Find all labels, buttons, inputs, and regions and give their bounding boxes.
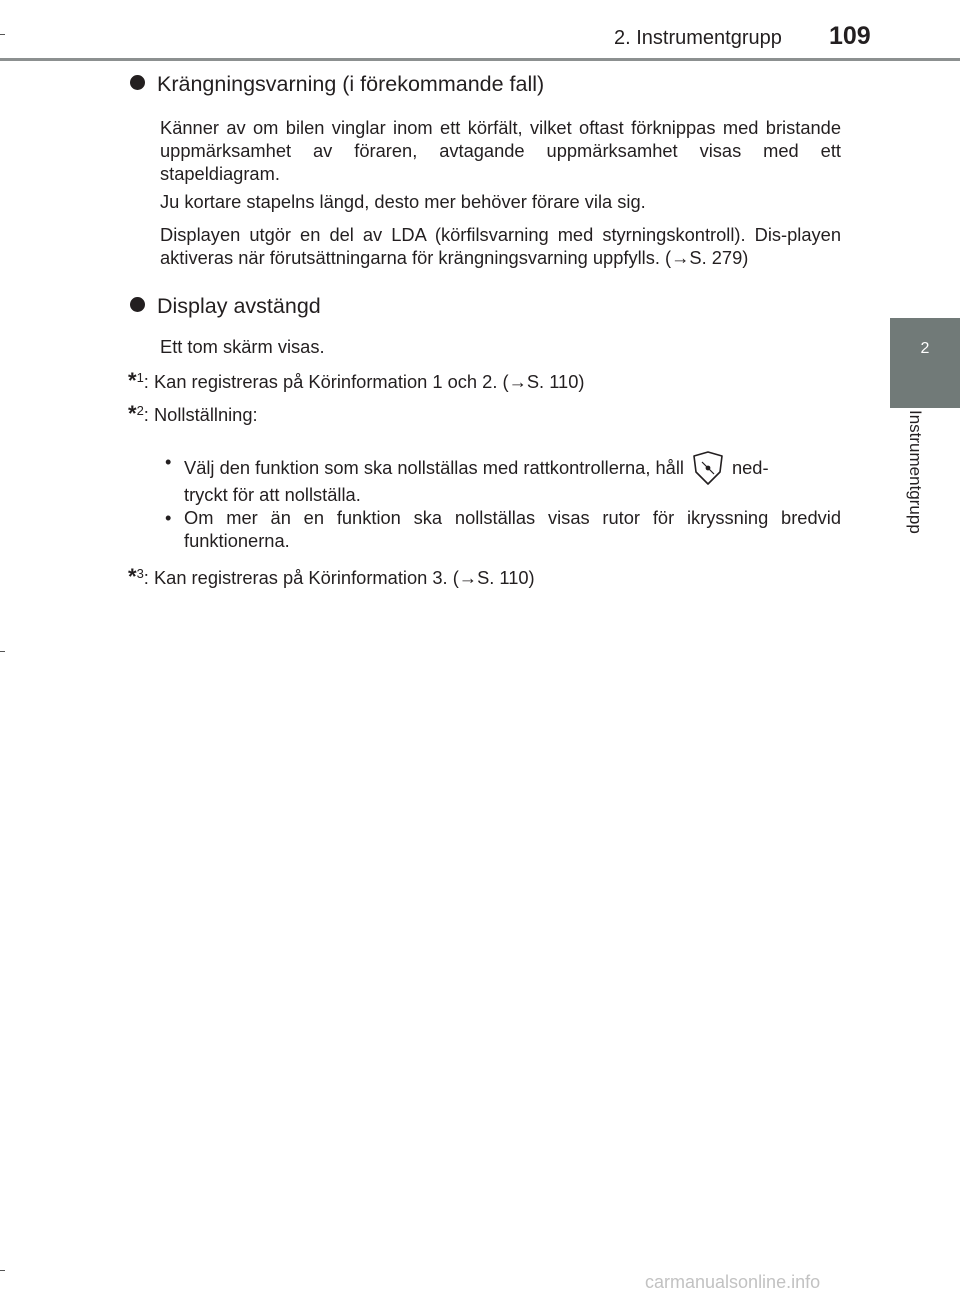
list-item-text: Om mer än en funktion ska nollställas visas rutor för ikryssning bredvid funktionerna. [184, 507, 841, 551]
footnote-text: : Kan registreras på Körinformation 1 och 2. (→S. 110) [143, 371, 585, 392]
crop-mark [0, 1270, 5, 1271]
footnote [128, 399, 848, 426]
watermark: carmanualsonline.info [645, 1272, 821, 1292]
paragraph: Känner av om bilen vinglar inom ett körfält, vilket oftast förknippas med bristande uppmärksamhet av föraren, avtagande uppmärksamhet visas med ett stapeldiagram. [160, 117, 841, 184]
chapter-tab [890, 318, 960, 408]
footnote [128, 562, 848, 589]
footnote-marker: *$^3$ [128, 564, 144, 589]
steering-switch-button-icon [690, 450, 726, 486]
list-bullet: • [165, 507, 172, 528]
section-heading [130, 294, 321, 319]
heading-text: Display avstängd [157, 294, 321, 318]
footnote-marker: *$^1$ [128, 368, 144, 393]
paragraph: Ett tom skärm visas. [160, 336, 325, 357]
filled-circle-icon [130, 75, 145, 90]
crop-mark [0, 651, 5, 652]
crop-mark [0, 34, 5, 35]
heading-text: Krängningsvarning (i förekommande fall) [157, 72, 545, 96]
chapter-number: 2 [920, 340, 930, 357]
filled-circle-icon [130, 297, 145, 312]
paragraph: Ju kortare stapelns längd, desto mer behöver förare vila sig. [160, 191, 646, 212]
footnote-text: : Kan registreras på Körinformation 3. (→S. 110) [143, 567, 535, 588]
header-section-title: 2. Instrumentgrupp [614, 27, 782, 49]
chapter-label: Instrumentgrupp [906, 410, 925, 534]
paragraph: Displayen utgör en del av LDA (körfilsvarning med styrningskontroll). Dis-playen aktiveras när förutsättningarna för krängningsvarning uppfylls. (→S. 279) [160, 224, 841, 268]
footnote [128, 366, 848, 393]
page-number: 109 [829, 22, 871, 50]
list-item-text: Välj den funktion som ska nollställas med rattkontrollerna, håll ned- [184, 450, 841, 486]
header-divider [0, 58, 960, 61]
list-bullet: • [165, 451, 172, 472]
footnote-text: : Nollställning: [143, 404, 258, 425]
section-heading [130, 72, 544, 97]
footnote-marker: *$^2$ [128, 401, 144, 426]
